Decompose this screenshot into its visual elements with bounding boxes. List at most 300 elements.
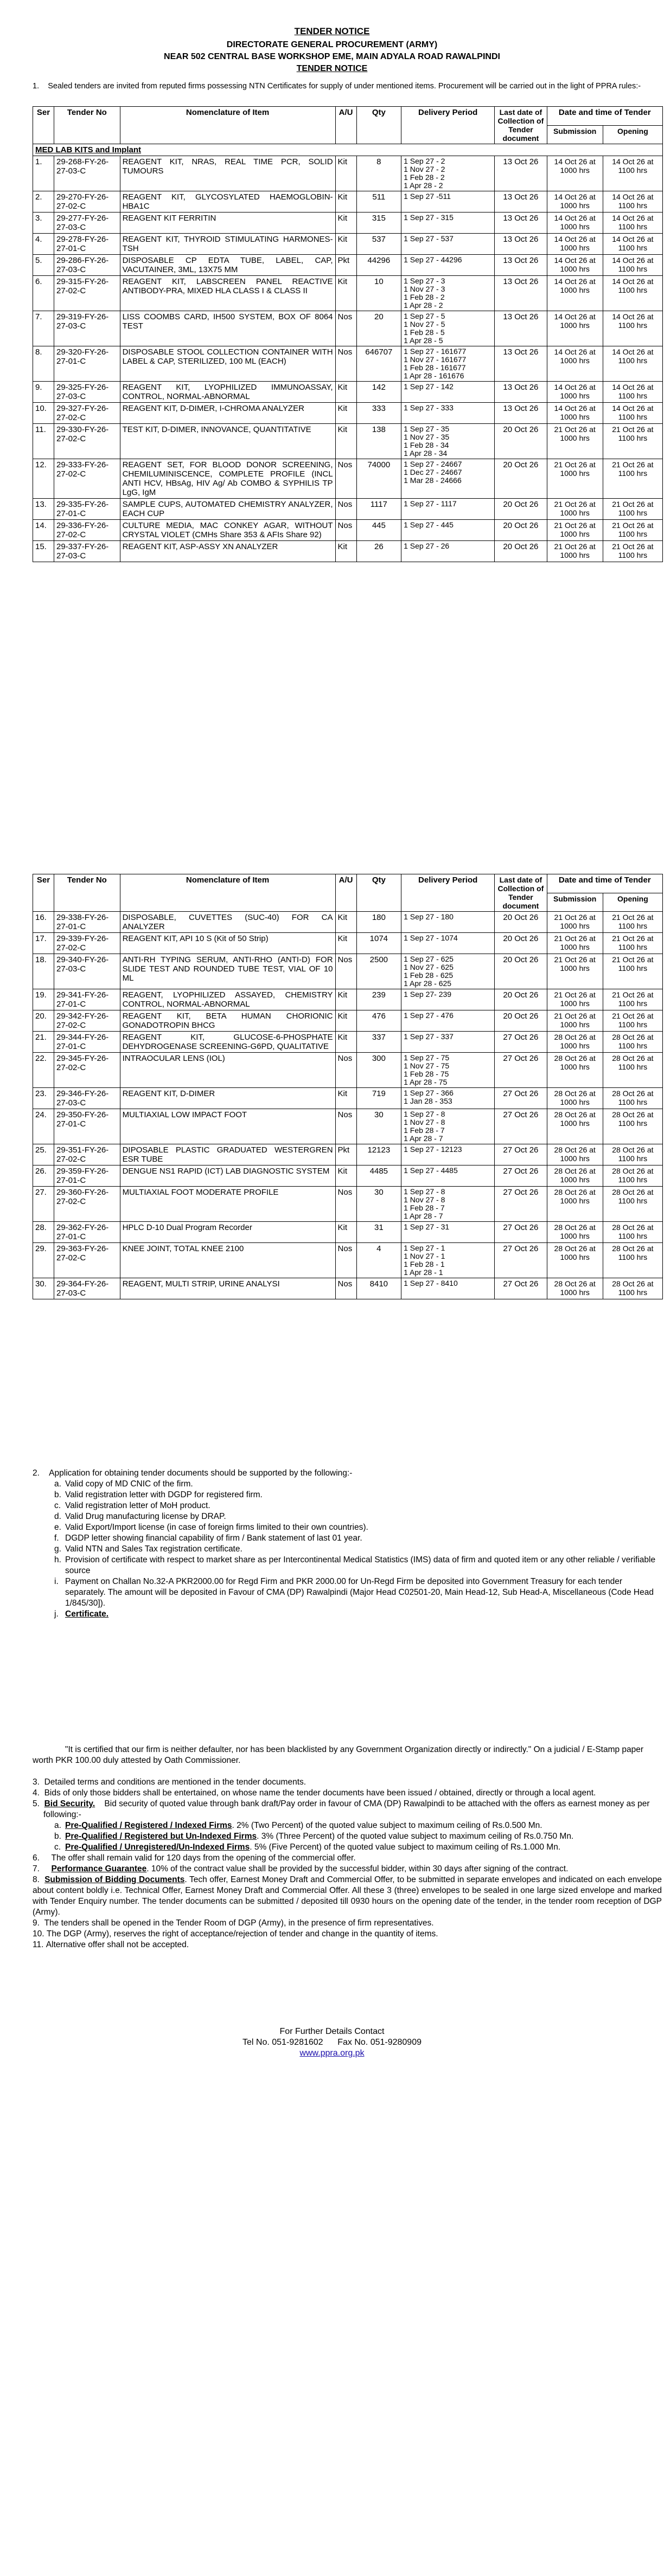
table-row bbox=[33, 424, 663, 459]
row-submission: 28 Oct 26 at 1000 hrs bbox=[547, 1144, 603, 1165]
list-item-label: f. bbox=[54, 1534, 59, 1543]
row-qty: 445 bbox=[356, 520, 401, 541]
row-opening: 28 Oct 26 at 1100 hrs bbox=[603, 1032, 662, 1053]
list-item bbox=[33, 1842, 662, 1853]
table-row bbox=[33, 912, 663, 933]
row-nomenclature: REAGENT KIT, LYOPHILIZED IMMUNOASSAY, CONTROL, NORMAL-ABNORMAL bbox=[120, 382, 335, 403]
list-item-label: e. bbox=[54, 1523, 61, 1532]
row-delivery: 1 Sep 27 - 445 bbox=[401, 520, 495, 541]
list-item-text: Payment on Challan No.32-A PKR2000.00 for Regd Firm and PKR 2000.00 for Un-Regd Firm be deposited into Government Treasury for each tender separately. The amount will be deposited in Favour of CMA (DP) Rawalpindi (Major Head C02501-20, Main Head-12, Sub Head-A, Miscellaneous (Code Head 1/845/30]). bbox=[65, 1577, 654, 1608]
term-number: 11. bbox=[33, 1940, 44, 1949]
table-row bbox=[33, 346, 663, 382]
row-qty: 476 bbox=[356, 1010, 401, 1032]
row-opening: 28 Oct 26 at 1100 hrs bbox=[603, 1187, 662, 1222]
row-tender-no: 29-338-FY-26-27-01-C bbox=[54, 912, 120, 933]
term-heading: Performance Guarantee bbox=[51, 1864, 147, 1873]
row-qty: 1074 bbox=[356, 933, 401, 954]
row-delivery: 1 Sep 27 - 31 bbox=[401, 1222, 495, 1243]
list-item-text: Valid Drug manufacturing license by DRAP. bbox=[65, 1512, 226, 1521]
row-nomenclature: REAGENT KIT, LABSCREEN PANEL REACTIVE ANTIBODY-PRA, MIXED HLA CLASS I & CLASS II bbox=[120, 276, 335, 311]
list-item bbox=[33, 1511, 662, 1522]
term-text: . 10% of the contract value shall be provided by the successful bidder, within 30 days after signing of the contract. bbox=[146, 1864, 569, 1873]
row-nomenclature: DIPOSABLE PLASTIC GRADUATED WESTERGREN ESR TUBE bbox=[120, 1144, 335, 1165]
row-opening: 28 Oct 26 at 1100 hrs bbox=[603, 1222, 662, 1243]
terms-section bbox=[33, 1468, 662, 1620]
table-row bbox=[33, 1165, 663, 1187]
list-item bbox=[33, 1479, 662, 1490]
row-au: Nos bbox=[335, 499, 356, 520]
list-item-label: b. bbox=[54, 1490, 61, 1499]
row-qty: 537 bbox=[356, 234, 401, 255]
certificate-text: "It is certified that our firm is neither defaulter, nor has been blacklisted by any Government Organization directly or indirectly." On a judicial / E-Stamp paper worth PKR 100.00 duly attested by Oath Commissioner. bbox=[33, 1745, 644, 1765]
row-last-date: 20 Oct 26 bbox=[495, 933, 547, 954]
col-delivery: Delivery Period bbox=[401, 874, 495, 912]
row-tender-no: 29-268-FY-26-27-03-C bbox=[54, 156, 120, 191]
row-delivery: 1 Sep 27 - 1117 bbox=[401, 499, 495, 520]
list-item-text: . 5% (Five Percent) of the quoted value subject to maximum ceiling of Rs.1.000 Mn. bbox=[250, 1843, 561, 1852]
row-au: Kit bbox=[335, 234, 356, 255]
row-last-date: 13 Oct 26 bbox=[495, 403, 547, 424]
table-row bbox=[33, 1187, 663, 1222]
term-8 bbox=[33, 1875, 662, 1918]
col-au: A/U bbox=[335, 874, 356, 912]
row-submission: 21 Oct 26 at 1000 hrs bbox=[547, 1010, 603, 1032]
list-item-label: c. bbox=[54, 1843, 61, 1852]
row-delivery: 1 Sep 27 - 8410 bbox=[401, 1278, 495, 1299]
list-item-text: . 2% (Two Percent) of the quoted value subject to maximum ceiling of Rs.0.500 Mn. bbox=[232, 1821, 542, 1830]
certificate-paragraph bbox=[33, 1744, 662, 1766]
row-ser: 3. bbox=[33, 212, 54, 234]
table-row bbox=[33, 382, 663, 403]
row-opening: 28 Oct 26 at 1100 hrs bbox=[603, 1243, 662, 1278]
row-submission: 28 Oct 26 at 1000 hrs bbox=[547, 1165, 603, 1187]
row-nomenclature: INTRAOCULAR LENS (IOL) bbox=[120, 1053, 335, 1088]
row-tender-no: 29-339-FY-26-27-02-C bbox=[54, 933, 120, 954]
term-text: The DGP (Army), reserves the right of acceptance/rejection of tender and change in the quantity of items. bbox=[46, 1929, 438, 1939]
row-opening: 14 Oct 26 at 1100 hrs bbox=[603, 382, 662, 403]
row-opening: 21 Oct 26 at 1100 hrs bbox=[603, 541, 662, 562]
row-submission: 21 Oct 26 at 1000 hrs bbox=[547, 459, 603, 499]
col-ser: Ser bbox=[33, 874, 54, 912]
row-opening: 21 Oct 26 at 1100 hrs bbox=[603, 954, 662, 989]
row-qty: 300 bbox=[356, 1053, 401, 1088]
row-nomenclature: ANTI-RH TYPING SERUM, ANTI-RHO (ANTI-D) FOR SLIDE TEST AND ROUNDED TUBE TEST, VIAL OF 10 ML bbox=[120, 954, 335, 989]
row-qty: 315 bbox=[356, 212, 401, 234]
term-10 bbox=[33, 1929, 662, 1940]
list-item-label: h. bbox=[54, 1555, 61, 1564]
row-au: Kit bbox=[335, 156, 356, 191]
row-opening: 28 Oct 26 at 1100 hrs bbox=[603, 1278, 662, 1299]
table-row bbox=[33, 1243, 663, 1278]
list-item-label: b. bbox=[54, 1832, 61, 1841]
row-last-date: 20 Oct 26 bbox=[495, 541, 547, 562]
term-text: . Tech offer, Earnest Money Draft and Commercial Offer, to be submitted in separate envelopes and indicated on each envelope about content boldly i.e. Technical Offer, Earnest Money Draft and Commercial Offer. All these 3 (three) envelopes to be sealed in one large sized envelope and marked with Tender Enquiry number. The tender documents can be submitted / deposited till 0930 hours on the opening date of the tender, in the tender room reception of DGP (Army). bbox=[33, 1875, 662, 1917]
term-2-list bbox=[33, 1479, 662, 1620]
row-last-date: 13 Oct 26 bbox=[495, 311, 547, 346]
row-delivery: 1 Sep 27 - 75 1 Nov 27 - 75 1 Feb 28 - 75 1 Apr 28 - 75 bbox=[401, 1053, 495, 1088]
row-submission: 21 Oct 26 at 1000 hrs bbox=[547, 424, 603, 459]
row-au: Nos bbox=[335, 1053, 356, 1088]
list-item-label: a. bbox=[54, 1479, 61, 1489]
row-last-date: 27 Oct 26 bbox=[495, 1278, 547, 1299]
term-3 bbox=[33, 1777, 662, 1788]
terms-section-2 bbox=[33, 1777, 662, 1950]
row-qty: 44296 bbox=[356, 255, 401, 276]
row-nomenclature: REAGENT KIT, GLYCOSYLATED HAEMOGLOBIN-HBA1C bbox=[120, 191, 335, 212]
row-delivery: 1 Sep 27 - 476 bbox=[401, 1010, 495, 1032]
row-submission: 14 Oct 26 at 1000 hrs bbox=[547, 156, 603, 191]
row-last-date: 13 Oct 26 bbox=[495, 212, 547, 234]
list-item-heading: Pre-Qualified / Registered but Un-Indexed Firms bbox=[65, 1832, 257, 1841]
row-au: Kit bbox=[335, 989, 356, 1010]
list-item-text: . 3% (Three Percent) of the quoted value subject to maximum ceiling of Rs.0.750 Mn. bbox=[257, 1832, 574, 1841]
row-tender-no: 29-337-FY-26-27-03-C bbox=[54, 541, 120, 562]
row-submission: 28 Oct 26 at 1000 hrs bbox=[547, 1243, 603, 1278]
row-nomenclature: HPLC D-10 Dual Program Recorder bbox=[120, 1222, 335, 1243]
row-last-date: 13 Oct 26 bbox=[495, 191, 547, 212]
term-9 bbox=[33, 1918, 662, 1929]
row-au: Nos bbox=[335, 311, 356, 346]
row-au: Nos bbox=[335, 346, 356, 382]
row-tender-no: 29-277-FY-26-27-03-C bbox=[54, 212, 120, 234]
row-delivery: 1 Sep 27 - 2 1 Nov 27 - 2 1 Feb 28 - 2 1 Apr 28 - 2 bbox=[401, 156, 495, 191]
list-item bbox=[33, 1820, 662, 1831]
row-au: Kit bbox=[335, 212, 356, 234]
row-ser: 26. bbox=[33, 1165, 54, 1187]
col-nomenclature: Nomenclature of Item bbox=[120, 107, 335, 144]
row-last-date: 27 Oct 26 bbox=[495, 1109, 547, 1144]
row-ser: 8. bbox=[33, 346, 54, 382]
row-last-date: 13 Oct 26 bbox=[495, 255, 547, 276]
list-item-text: Valid copy of MD CNIC of the firm. bbox=[65, 1479, 193, 1489]
row-ser: 2. bbox=[33, 191, 54, 212]
col-nomenclature: Nomenclature of Item bbox=[120, 874, 335, 912]
row-ser: 10. bbox=[33, 403, 54, 424]
row-nomenclature: DENGUE NS1 RAPID (ICT) LAB DIAGNOSTIC SYSTEM bbox=[120, 1165, 335, 1187]
row-delivery: 1 Sep 27- 239 bbox=[401, 989, 495, 1010]
row-au: Kit bbox=[335, 933, 356, 954]
row-au: Kit bbox=[335, 1088, 356, 1109]
row-nomenclature: SAMPLE CUPS, AUTOMATED CHEMISTRY ANALYZER, EACH CUP bbox=[120, 499, 335, 520]
row-ser: 15. bbox=[33, 541, 54, 562]
col-date-time: Date and time of Tender bbox=[547, 107, 662, 126]
row-opening: 14 Oct 26 at 1100 hrs bbox=[603, 403, 662, 424]
row-ser: 30. bbox=[33, 1278, 54, 1299]
row-nomenclature: KNEE JOINT, TOTAL KNEE 2100 bbox=[120, 1243, 335, 1278]
row-au: Nos bbox=[335, 1109, 356, 1144]
row-submission: 21 Oct 26 at 1000 hrs bbox=[547, 520, 603, 541]
row-opening: 14 Oct 26 at 1100 hrs bbox=[603, 346, 662, 382]
row-ser: 12. bbox=[33, 459, 54, 499]
row-delivery: 1 Sep 27 - 333 bbox=[401, 403, 495, 424]
row-opening: 14 Oct 26 at 1100 hrs bbox=[603, 191, 662, 212]
term-11 bbox=[33, 1940, 662, 1950]
row-tender-no: 29-359-FY-26-27-01-C bbox=[54, 1165, 120, 1187]
row-tender-no: 29-340-FY-26-27-03-C bbox=[54, 954, 120, 989]
row-opening: 14 Oct 26 at 1100 hrs bbox=[603, 212, 662, 234]
row-ser: 22. bbox=[33, 1053, 54, 1088]
list-item-heading: Pre-Qualified / Registered / Indexed Firms bbox=[65, 1821, 232, 1830]
row-qty: 10 bbox=[356, 276, 401, 311]
row-last-date: 20 Oct 26 bbox=[495, 459, 547, 499]
row-qty: 138 bbox=[356, 424, 401, 459]
row-submission: 14 Oct 26 at 1000 hrs bbox=[547, 311, 603, 346]
term-5 bbox=[33, 1799, 662, 1820]
row-last-date: 27 Oct 26 bbox=[495, 1187, 547, 1222]
row-delivery: 1 Sep 27 - 142 bbox=[401, 382, 495, 403]
row-ser: 13. bbox=[33, 499, 54, 520]
list-item-label: c. bbox=[54, 1501, 61, 1510]
list-item-text: DGDP letter showing financial capability of firm / Bank statement of last 01 year. bbox=[65, 1534, 362, 1543]
row-delivery: 1 Sep 27 - 35 1 Nov 27 - 35 1 Feb 28 - 34 1 Apr 28 - 34 bbox=[401, 424, 495, 459]
row-qty: 8410 bbox=[356, 1278, 401, 1299]
row-delivery: 1 Sep 27 - 26 bbox=[401, 541, 495, 562]
row-qty: 4 bbox=[356, 1243, 401, 1278]
row-ser: 20. bbox=[33, 1010, 54, 1032]
row-tender-no: 29-351-FY-26-27-02-C bbox=[54, 1144, 120, 1165]
row-delivery: 1 Sep 27 - 24667 1 Dec 27 - 24667 1 Mar 28 - 24666 bbox=[401, 459, 495, 499]
table-row bbox=[33, 989, 663, 1010]
term-text: The offer shall remain valid for 120 days from the opening of the commercial offer. bbox=[51, 1853, 356, 1863]
row-ser: 29. bbox=[33, 1243, 54, 1278]
row-tender-no: 29-344-FY-26-27-01-C bbox=[54, 1032, 120, 1053]
col-opening: Opening bbox=[603, 893, 662, 912]
row-ser: 11. bbox=[33, 424, 54, 459]
intro-paragraph bbox=[33, 81, 662, 91]
row-delivery: 1 Sep 27 - 161677 1 Nov 27 - 161677 1 Feb 28 - 161677 1 Apr 28 - 161676 bbox=[401, 346, 495, 382]
row-qty: 511 bbox=[356, 191, 401, 212]
col-qty: Qty bbox=[356, 107, 401, 144]
row-qty: 142 bbox=[356, 382, 401, 403]
row-nomenclature: TEST KIT, D-DIMER, INNOVANCE, QUANTITATIVE bbox=[120, 424, 335, 459]
row-submission: 14 Oct 26 at 1000 hrs bbox=[547, 346, 603, 382]
row-nomenclature: REAGENT KIT, BETA HUMAN CHORIONIC GONADOTROPIN BHCG bbox=[120, 1010, 335, 1032]
contact-phone-fax: Tel No. 051-9281602 Fax No. 051-9280909 bbox=[242, 2038, 422, 2047]
row-qty: 30 bbox=[356, 1187, 401, 1222]
row-opening: 21 Oct 26 at 1100 hrs bbox=[603, 1010, 662, 1032]
row-tender-no: 29-335-FY-26-27-01-C bbox=[54, 499, 120, 520]
row-nomenclature: DISPOSABLE, CUVETTES (SUC-40) FOR CA ANALYZER bbox=[120, 912, 335, 933]
row-qty: 646707 bbox=[356, 346, 401, 382]
row-nomenclature: REAGENT KIT FERRITIN bbox=[120, 212, 335, 234]
row-delivery: 1 Sep 27 - 625 1 Nov 27 - 625 1 Feb 28 - 625 1 Apr 28 - 625 bbox=[401, 954, 495, 989]
row-tender-no: 29-360-FY-26-27-02-C bbox=[54, 1187, 120, 1222]
row-delivery: 1 Sep 27 - 366 1 Jan 28 - 353 bbox=[401, 1088, 495, 1109]
row-submission: 28 Oct 26 at 1000 hrs bbox=[547, 1088, 603, 1109]
row-ser: 27. bbox=[33, 1187, 54, 1222]
row-qty: 337 bbox=[356, 1032, 401, 1053]
directorate-name: DIRECTORATE GENERAL PROCUREMENT (ARMY) bbox=[226, 40, 438, 49]
row-opening: 28 Oct 26 at 1100 hrs bbox=[603, 1165, 662, 1187]
row-opening: 14 Oct 26 at 1100 hrs bbox=[603, 156, 662, 191]
list-item bbox=[33, 1609, 662, 1620]
term-2 bbox=[33, 1468, 662, 1479]
col-tender-no: Tender No bbox=[54, 107, 120, 144]
row-last-date: 13 Oct 26 bbox=[495, 234, 547, 255]
notice-title: TENDER NOTICE bbox=[294, 26, 370, 36]
row-qty: 4485 bbox=[356, 1165, 401, 1187]
row-opening: 28 Oct 26 at 1100 hrs bbox=[603, 1053, 662, 1088]
list-item bbox=[33, 1576, 662, 1609]
table-row bbox=[33, 520, 663, 541]
col-au: A/U bbox=[335, 107, 356, 144]
table-row bbox=[33, 191, 663, 212]
row-qty: 333 bbox=[356, 403, 401, 424]
row-last-date: 27 Oct 26 bbox=[495, 1053, 547, 1088]
table-row bbox=[33, 1109, 663, 1144]
list-item bbox=[33, 1500, 662, 1511]
row-opening: 21 Oct 26 at 1100 hrs bbox=[603, 499, 662, 520]
row-au: Nos bbox=[335, 954, 356, 989]
row-delivery: 1 Sep 27 - 5 1 Nov 27 - 5 1 Feb 28 - 5 1 Apr 28 - 5 bbox=[401, 311, 495, 346]
row-au: Kit bbox=[335, 541, 356, 562]
row-last-date: 20 Oct 26 bbox=[495, 954, 547, 989]
row-tender-no: 29-333-FY-26-27-02-C bbox=[54, 459, 120, 499]
term-number: 3. bbox=[33, 1778, 40, 1787]
row-opening: 28 Oct 26 at 1100 hrs bbox=[603, 1144, 662, 1165]
row-ser: 18. bbox=[33, 954, 54, 989]
row-submission: 28 Oct 26 at 1000 hrs bbox=[547, 1053, 603, 1088]
row-tender-no: 29-325-FY-26-27-03-C bbox=[54, 382, 120, 403]
contact-heading: For Further Details Contact bbox=[279, 2027, 385, 2036]
row-delivery: 1 Sep 27 - 12123 bbox=[401, 1144, 495, 1165]
term-number: 7. bbox=[33, 1864, 40, 1873]
list-item-label: d. bbox=[54, 1512, 61, 1521]
table-row bbox=[33, 1088, 663, 1109]
row-au: Pkt bbox=[335, 1144, 356, 1165]
row-nomenclature: MULTIAXIAL LOW IMPACT FOOT bbox=[120, 1109, 335, 1144]
row-tender-no: 29-270-FY-26-27-02-C bbox=[54, 191, 120, 212]
row-opening: 28 Oct 26 at 1100 hrs bbox=[603, 1109, 662, 1144]
row-qty: 239 bbox=[356, 989, 401, 1010]
row-nomenclature: REAGENT KIT, THYROID STIMULATING HARMONES-TSH bbox=[120, 234, 335, 255]
row-ser: 9. bbox=[33, 382, 54, 403]
row-au: Kit bbox=[335, 424, 356, 459]
row-opening: 21 Oct 26 at 1100 hrs bbox=[603, 520, 662, 541]
row-au: Nos bbox=[335, 520, 356, 541]
col-tender-no: Tender No bbox=[54, 874, 120, 912]
row-tender-no: 29-327-FY-26-27-02-C bbox=[54, 403, 120, 424]
row-au: Kit bbox=[335, 191, 356, 212]
row-ser: 28. bbox=[33, 1222, 54, 1243]
row-delivery: 1 Sep 27 - 537 bbox=[401, 234, 495, 255]
row-opening: 14 Oct 26 at 1100 hrs bbox=[603, 276, 662, 311]
col-delivery: Delivery Period bbox=[401, 107, 495, 144]
col-opening: Opening bbox=[603, 125, 662, 144]
term-number: 8. bbox=[33, 1875, 40, 1884]
row-delivery: 1 Sep 27 - 3 1 Nov 27 - 3 1 Feb 28 - 2 1 Apr 28 - 2 bbox=[401, 276, 495, 311]
table-row bbox=[33, 499, 663, 520]
list-item-heading: Pre-Qualified / Unregistered/Un-Indexed Firms bbox=[65, 1843, 250, 1852]
row-delivery: 1 Sep 27 - 180 bbox=[401, 912, 495, 933]
row-au: Kit bbox=[335, 1010, 356, 1032]
row-au: Kit bbox=[335, 912, 356, 933]
row-qty: 8 bbox=[356, 156, 401, 191]
table-row bbox=[33, 459, 663, 499]
row-nomenclature: REAGENT KIT, API 10 S (Kit of 50 Strip) bbox=[120, 933, 335, 954]
row-nomenclature: LISS COOMBS CARD, IH500 SYSTEM, BOX OF 8064 TEST bbox=[120, 311, 335, 346]
row-opening: 21 Oct 26 at 1100 hrs bbox=[603, 424, 662, 459]
term-number: 5. bbox=[33, 1799, 40, 1808]
row-submission: 28 Oct 26 at 1000 hrs bbox=[547, 1222, 603, 1243]
row-qty: 74000 bbox=[356, 459, 401, 499]
contact-footer bbox=[0, 2026, 664, 2059]
row-submission: 28 Oct 26 at 1000 hrs bbox=[547, 1187, 603, 1222]
col-qty: Qty bbox=[356, 874, 401, 912]
row-au: Nos bbox=[335, 1278, 356, 1299]
row-nomenclature: MULTIAXIAL FOOT MODERATE PROFILE bbox=[120, 1187, 335, 1222]
intro-text: Sealed tenders are invited from reputed firms possessing NTN Certificates for supply of under mentioned items. Procurement will be carried out in the light of PPRA rules:- bbox=[48, 82, 641, 91]
row-last-date: 20 Oct 26 bbox=[495, 520, 547, 541]
tender-table-1 bbox=[33, 106, 663, 562]
row-tender-no: 29-362-FY-26-27-01-C bbox=[54, 1222, 120, 1243]
list-item-label: g. bbox=[54, 1544, 61, 1554]
row-submission: 28 Oct 26 at 1000 hrs bbox=[547, 1278, 603, 1299]
ppra-link[interactable]: www.ppra.org.pk bbox=[299, 2049, 365, 2058]
row-au: Kit bbox=[335, 276, 356, 311]
row-ser: 19. bbox=[33, 989, 54, 1010]
row-qty: 30 bbox=[356, 1109, 401, 1144]
row-submission: 21 Oct 26 at 1000 hrs bbox=[547, 541, 603, 562]
table-row bbox=[33, 541, 663, 562]
list-item-label: a. bbox=[54, 1821, 61, 1830]
row-submission: 14 Oct 26 at 1000 hrs bbox=[547, 191, 603, 212]
list-item-text: Valid registration letter of MoH product. bbox=[65, 1501, 210, 1510]
row-delivery: 1 Sep 27 - 4485 bbox=[401, 1165, 495, 1187]
section-label: MED LAB KITS and Implant bbox=[33, 144, 663, 156]
term-number: 10. bbox=[33, 1929, 44, 1939]
row-tender-no: 29-278-FY-26-27-01-C bbox=[54, 234, 120, 255]
col-date-time: Date and time of Tender bbox=[547, 874, 662, 893]
row-last-date: 20 Oct 26 bbox=[495, 912, 547, 933]
table-row bbox=[33, 311, 663, 346]
term-text: Application for obtaining tender documents should be supported by the following:- bbox=[49, 1469, 353, 1478]
row-submission: 14 Oct 26 at 1000 hrs bbox=[547, 382, 603, 403]
row-opening: 21 Oct 26 at 1100 hrs bbox=[603, 459, 662, 499]
row-ser: 24. bbox=[33, 1109, 54, 1144]
row-opening: 14 Oct 26 at 1100 hrs bbox=[603, 255, 662, 276]
term-7 bbox=[33, 1864, 662, 1875]
col-last-date: Last date of Collection of Tender document bbox=[495, 874, 547, 912]
row-delivery: 1 Sep 27 - 337 bbox=[401, 1032, 495, 1053]
term-heading: Bid Security. bbox=[44, 1799, 95, 1808]
table-row bbox=[33, 1032, 663, 1053]
row-ser: 23. bbox=[33, 1088, 54, 1109]
row-qty: 1117 bbox=[356, 499, 401, 520]
row-submission: 14 Oct 26 at 1000 hrs bbox=[547, 276, 603, 311]
term-text: The tenders shall be opened in the Tender Room of DGP (Army), in the presence of firm representatives. bbox=[44, 1918, 434, 1928]
row-ser: 17. bbox=[33, 933, 54, 954]
row-qty: 2500 bbox=[356, 954, 401, 989]
table-row bbox=[33, 255, 663, 276]
row-qty: 26 bbox=[356, 541, 401, 562]
row-submission: 28 Oct 26 at 1000 hrs bbox=[547, 1109, 603, 1144]
row-last-date: 13 Oct 26 bbox=[495, 156, 547, 191]
row-delivery: 1 Sep 27 - 8 1 Nov 27 - 8 1 Feb 28 - 7 1 Apr 28 - 7 bbox=[401, 1187, 495, 1222]
row-tender-no: 29-320-FY-26-27-01-C bbox=[54, 346, 120, 382]
row-last-date: 27 Oct 26 bbox=[495, 1032, 547, 1053]
term-number: 6. bbox=[33, 1853, 40, 1863]
table-row bbox=[33, 1053, 663, 1088]
term-number: 9. bbox=[33, 1918, 40, 1928]
list-item-text: Provision of certificate with respect to market share as per Intercontinental Medical Statistics (IMS) data of firm and quoted item or any other reliable / verifiable source bbox=[65, 1555, 656, 1575]
list-item bbox=[33, 1490, 662, 1500]
row-submission: 28 Oct 26 at 1000 hrs bbox=[547, 1032, 603, 1053]
table-row bbox=[33, 403, 663, 424]
row-tender-no: 29-363-FY-26-27-02-C bbox=[54, 1243, 120, 1278]
row-nomenclature: CULTURE MEDIA, MAC CONKEY AGAR, WITHOUT CRYSTAL VIOLET (CMHs Share 353 & AFIs Share 92) bbox=[120, 520, 335, 541]
row-submission: 21 Oct 26 at 1000 hrs bbox=[547, 912, 603, 933]
